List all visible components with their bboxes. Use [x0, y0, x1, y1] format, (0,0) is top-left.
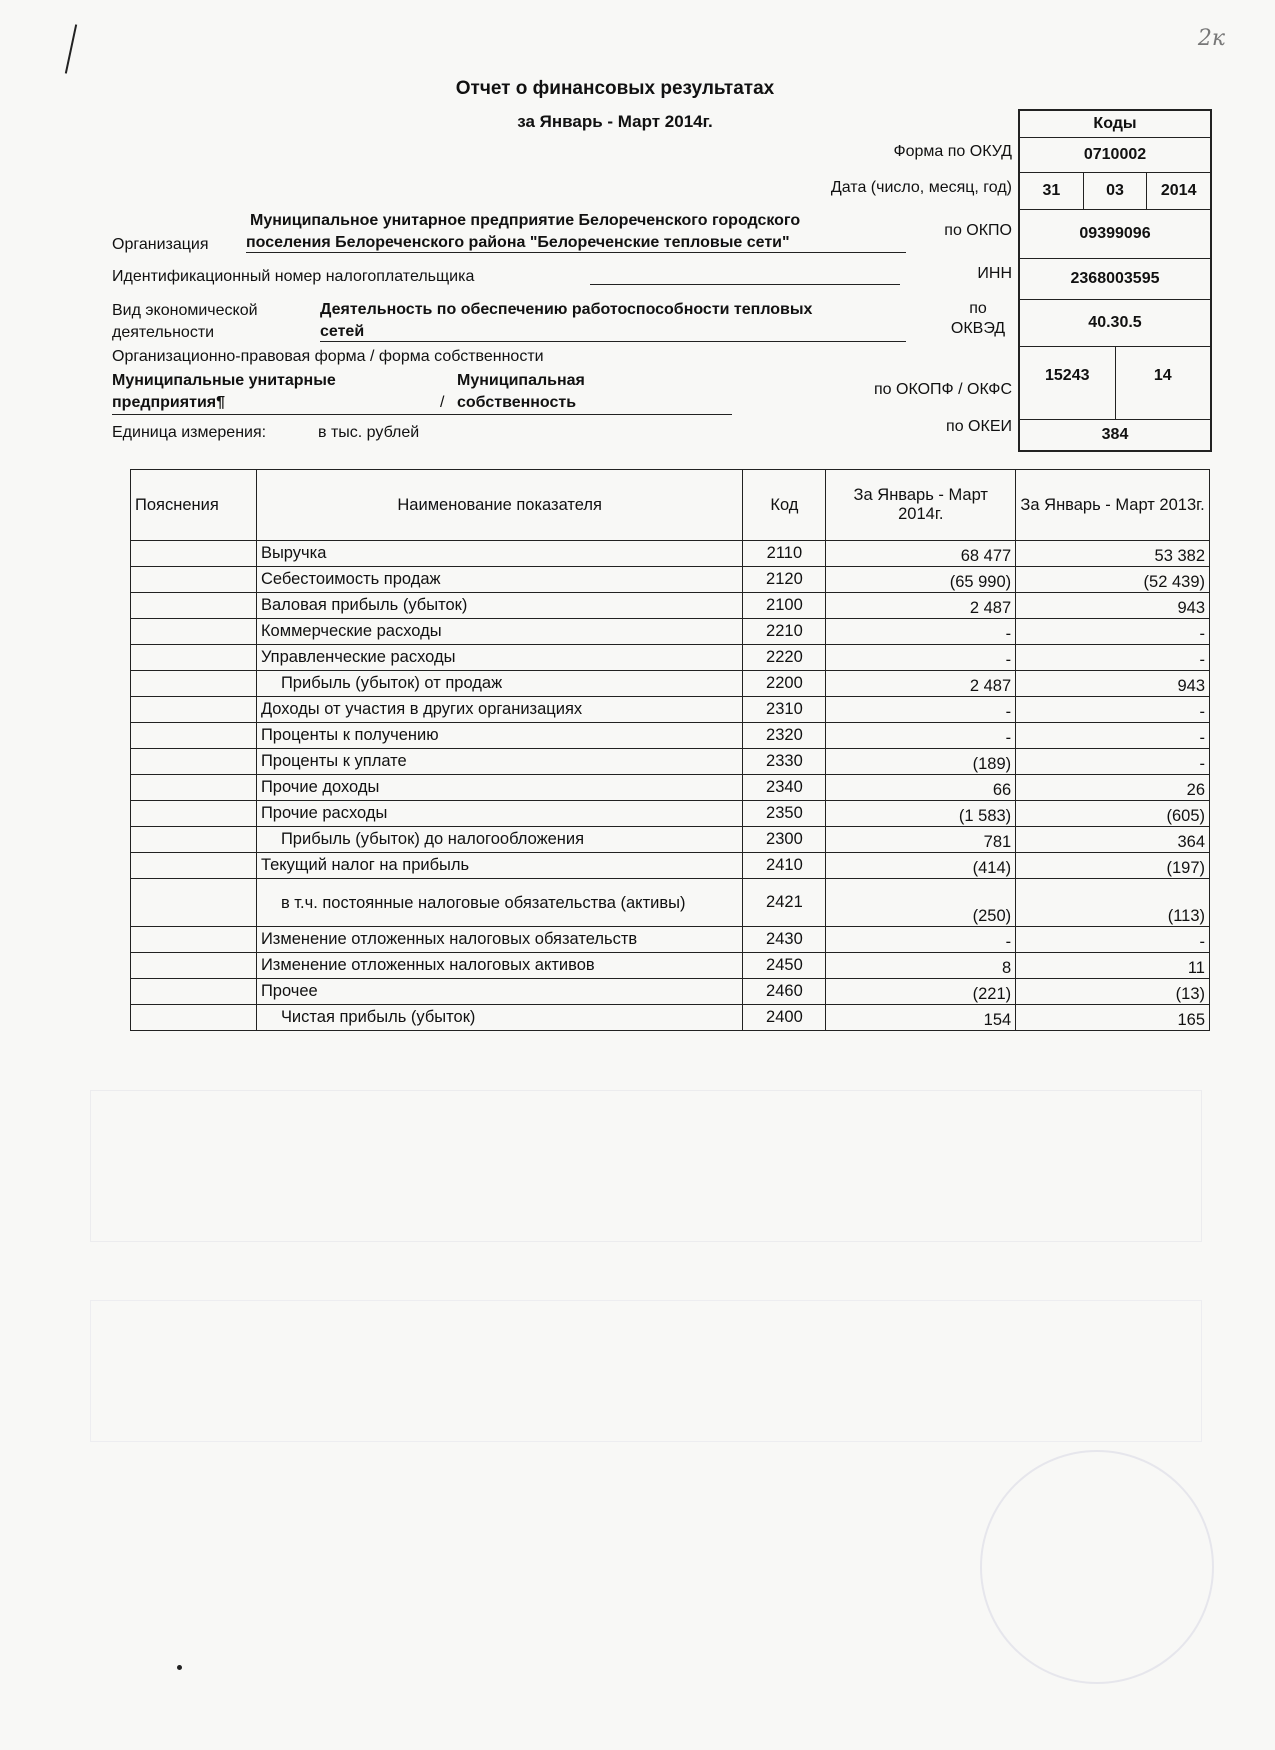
row-previous: (197)	[1016, 853, 1210, 879]
row-previous: 11	[1016, 953, 1210, 979]
unit-value: в тыс. рублей	[318, 424, 420, 441]
row-code: 2340	[743, 775, 826, 801]
ownership-line-1: Муниципальная	[457, 372, 585, 389]
financial-results-table	[130, 469, 1210, 1031]
header-current-period: За Январь - Март 2014г.	[826, 470, 1016, 541]
row-name: Себестоимость продаж	[256, 567, 743, 593]
date-day: 31	[1042, 182, 1061, 199]
row-code: 2100	[743, 593, 826, 619]
row-name: Изменение отложенных налоговых активов	[256, 953, 743, 979]
inn-code-label: ИНН	[977, 265, 1012, 282]
row-code: 2120	[743, 567, 826, 593]
legal-form-line-2: предприятия¶	[112, 394, 226, 411]
row-code: 2320	[743, 723, 826, 749]
row-current: -	[826, 619, 1016, 645]
row-name: Валовая прибыль (убыток)	[256, 593, 743, 619]
row-current: 66	[826, 775, 1016, 801]
row-name: Управленческие расходы	[256, 645, 743, 671]
report-period: за Январь - Март 2014г.	[517, 112, 713, 131]
legal-form-separator: /	[440, 394, 445, 411]
okpo-label: по ОКПО	[944, 222, 1012, 239]
date-label: Дата (число, месяц, год)	[830, 179, 1012, 196]
okved-label-2: ОКВЭД	[950, 320, 1006, 337]
table-row	[131, 879, 1210, 927]
row-name: Доходы от участия в других организациях	[256, 697, 743, 723]
table-row	[131, 723, 1210, 749]
row-name: Прибыль (убыток) от продаж	[256, 671, 743, 697]
handwritten-corner-mark: 2к	[1197, 26, 1225, 51]
table-row	[131, 1005, 1210, 1031]
activity-label-2: деятельности	[112, 324, 215, 341]
row-previous: -	[1016, 619, 1210, 645]
row-code: 2110	[743, 541, 826, 567]
row-code: 2200	[743, 671, 826, 697]
row-current: (65 990)	[826, 567, 1016, 593]
row-code: 2350	[743, 801, 826, 827]
okved-value: 40.30.5	[1088, 314, 1142, 331]
table-row	[131, 593, 1210, 619]
row-previous: (605)	[1016, 801, 1210, 827]
table-row	[131, 827, 1210, 853]
show-through-table-2	[90, 1300, 1202, 1442]
header-name: Наименование показателя	[256, 470, 743, 541]
codes-header: Коды	[1093, 115, 1137, 132]
row-name: Прибыль (убыток) до налогообложения	[256, 827, 743, 853]
row-code: 2450	[743, 953, 826, 979]
row-name: Прочее	[256, 979, 743, 1005]
row-name: Прочие доходы	[256, 775, 743, 801]
legal-form-line-1: Муниципальные унитарные	[112, 372, 336, 389]
row-previous: 165	[1016, 1005, 1210, 1031]
unit-label: Единица измерения:	[112, 424, 267, 441]
table-row	[131, 801, 1210, 827]
faded-seal	[980, 1450, 1214, 1684]
row-current: -	[826, 927, 1016, 953]
row-name: Проценты к получению	[256, 723, 743, 749]
row-previous: -	[1016, 927, 1210, 953]
table-row	[131, 927, 1210, 953]
table-header-row	[131, 470, 1210, 541]
row-code: 2421	[743, 879, 826, 927]
legal-form-underline	[112, 414, 732, 415]
inn-value: 2368003595	[1070, 270, 1160, 287]
activity-line-2: сетей	[320, 323, 906, 342]
codes-box	[1018, 109, 1212, 452]
ownership-line-2: собственность	[457, 394, 577, 411]
row-current: 68 477	[826, 541, 1016, 567]
okud-value: 0710002	[1083, 146, 1147, 163]
table-row	[131, 979, 1210, 1005]
table-row	[131, 853, 1210, 879]
activity-line-1: Деятельность по обеспечению работоспособности тепловых	[320, 301, 813, 318]
row-name: Выручка	[256, 541, 743, 567]
row-code: 2410	[743, 853, 826, 879]
okud-label: Форма по ОКУД	[893, 143, 1012, 160]
okopf-label: по ОКОПФ / ОКФС	[874, 381, 1012, 398]
row-name: Изменение отложенных налоговых обязательств	[256, 927, 743, 953]
row-previous: -	[1016, 723, 1210, 749]
row-current: 2 487	[826, 671, 1016, 697]
row-previous: 943	[1016, 593, 1210, 619]
header-code: Код	[743, 470, 826, 541]
row-name: Чистая прибыль (убыток)	[256, 1005, 743, 1031]
date-month: 03	[1083, 173, 1147, 209]
ink-dot	[177, 1665, 182, 1670]
row-code: 2460	[743, 979, 826, 1005]
row-code: 2300	[743, 827, 826, 853]
row-code: 2330	[743, 749, 826, 775]
okpo-value: 09399096	[1079, 225, 1151, 242]
row-current: 8	[826, 953, 1016, 979]
report-title: Отчет о финансовых результатах	[455, 78, 775, 99]
row-code: 2220	[743, 645, 826, 671]
row-code: 2310	[743, 697, 826, 723]
row-previous: -	[1016, 645, 1210, 671]
date-year: 2014	[1146, 173, 1210, 209]
row-current: 781	[826, 827, 1016, 853]
row-previous: 53 382	[1016, 541, 1210, 567]
row-name: Проценты к уплате	[256, 749, 743, 775]
row-current: -	[826, 697, 1016, 723]
row-current: (1 583)	[826, 801, 1016, 827]
table-row	[131, 775, 1210, 801]
row-current: 154	[826, 1005, 1016, 1031]
row-name: в т.ч. постоянные налоговые обязательства (активы)	[256, 879, 743, 927]
table-row	[131, 619, 1210, 645]
row-previous: 943	[1016, 671, 1210, 697]
row-current: -	[826, 645, 1016, 671]
handwritten-slash	[65, 24, 77, 73]
table-row	[131, 645, 1210, 671]
row-name: Коммерческие расходы	[256, 619, 743, 645]
okei-value: 384	[1101, 426, 1129, 443]
row-code: 2210	[743, 619, 826, 645]
table-row	[131, 749, 1210, 775]
row-current: 2 487	[826, 593, 1016, 619]
row-code: 2400	[743, 1005, 826, 1031]
okei-label: по ОКЕИ	[946, 418, 1012, 435]
activity-label-1: Вид экономической	[112, 302, 258, 319]
okopf-value: 15243	[1045, 367, 1090, 384]
row-current: (414)	[826, 853, 1016, 879]
row-current: (221)	[826, 979, 1016, 1005]
table-row	[131, 567, 1210, 593]
row-previous: 364	[1016, 827, 1210, 853]
okved-label-1: по	[969, 300, 987, 317]
table-row	[131, 541, 1210, 567]
row-previous: -	[1016, 749, 1210, 775]
row-current: (189)	[826, 749, 1016, 775]
table-row	[131, 697, 1210, 723]
row-previous: (52 439)	[1016, 567, 1210, 593]
row-current: (250)	[826, 879, 1016, 927]
row-code: 2430	[743, 927, 826, 953]
inn-label: Идентификационный номер налогоплательщика	[112, 268, 475, 285]
row-current: -	[826, 723, 1016, 749]
header-notes: Пояснения	[131, 470, 257, 541]
row-previous: 26	[1016, 775, 1210, 801]
row-previous: (113)	[1016, 879, 1210, 927]
org-name-line-1: Муниципальное унитарное предприятие Белореченского городского	[250, 212, 801, 229]
row-previous: -	[1016, 697, 1210, 723]
table-row	[131, 671, 1210, 697]
header-previous-period: За Январь - Март 2013г.	[1016, 470, 1210, 541]
legal-form-label: Организационно-правовая форма / форма собственности	[112, 348, 544, 365]
table-row	[131, 953, 1210, 979]
row-previous: (13)	[1016, 979, 1210, 1005]
row-name: Прочие расходы	[256, 801, 743, 827]
okfs-value: 14	[1115, 347, 1211, 419]
row-name: Текущий налог на прибыль	[256, 853, 743, 879]
show-through-table	[90, 1090, 1202, 1242]
inn-underline	[590, 284, 900, 285]
org-name-line-2: поселения Белореченского района "Белореченские тепловые сети"	[246, 234, 906, 253]
org-label: Организация	[112, 236, 209, 253]
